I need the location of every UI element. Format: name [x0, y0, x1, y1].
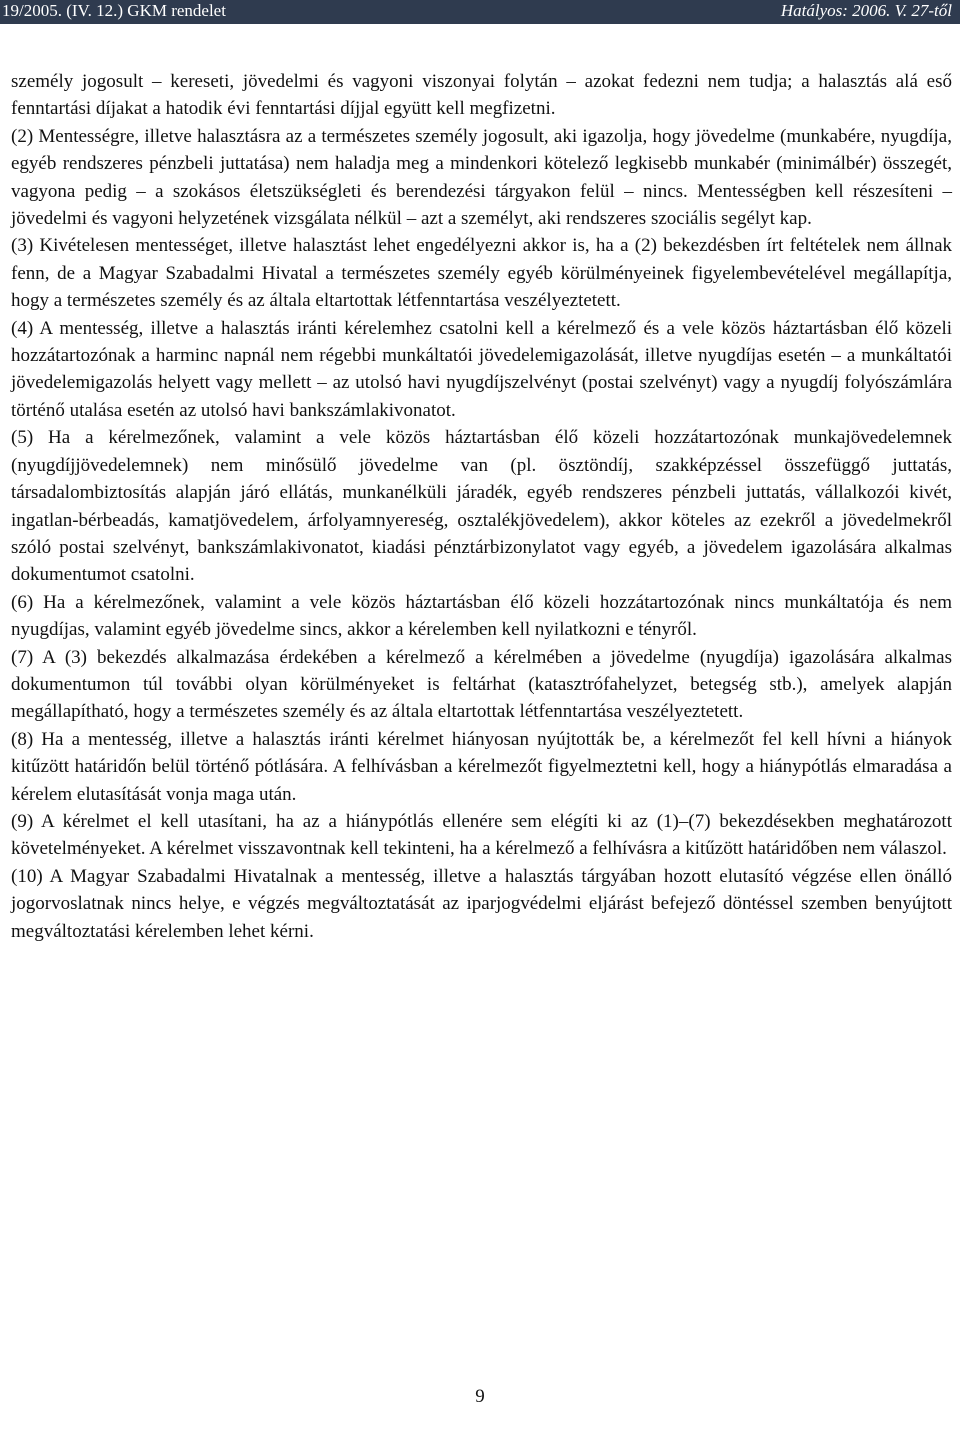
paragraph-5: (5) Ha a kérelmezőnek, valamint a vele közös háztartásban élő közeli hozzátartozónak munkajövedelemnek (nyugdíjjövedelemnek) nem minősülő jövedelme van (pl. ösztöndíj, szakképzéssel összefüggő juttatás, társadalombiztosítás alapján járó ellátás, munkanélküli járadék, egyéb rendszeres pénzbeli juttatás, vállalkozói kivét, ingatlan-bérbeadás, kamatjövedelem, árfolyamnyereség, osztalékjövedelem), akkor köteles az ezekről a jövedelmekről szóló postai szelvényt, bankszámlakivonatot, kiadási pénztárbizonylatot vagy egyéb, a jövedelem igazolására alkalmas dokumentumot csatolni. [11, 427, 952, 586]
paragraph-8: (8) Ha a mentesség, illetve a halasztás iránti kérelmet hiányosan nyújtották be, a kérelmezőt fel kell hívni a hiányok kitűzött határidőn belül történő pótlására. A felhívásban a kérelmezőt figyelmeztetni kell, hogy a hiánypótlás elmaradása a kérelem elutasítását vonja maga után. [11, 728, 952, 805]
paragraph-continuation: személy jogosult – kereseti, jövedelmi és vagyoni viszonyai folytán – azokat fedezni nem tudja; a halasztás alá eső fenntartási díjakat a hatodik évi fenntartási díjjal együtt kell megfizetni. [11, 71, 952, 120]
paragraph-2: (2) Mentességre, illetve halasztásra az a természetes személy jogosult, aki igazolja, hogy jövedelme (munkabére, nyugdíja, egyéb rendszeres pénzbeli juttatása) nem haladja meg a mindenkori kötelező legkisebb munkabér (minimálbér) összegét, vagyona pedig – a szokásos életszükségleti és berendezési tárgyakon felül – nincs. Mentességben kell részesíteni – jövedelmi és vagyoni helyzetének vizsgálata nélkül – azt a személyt, aki rendszeres szociális segélyt kap. [11, 125, 952, 230]
paragraph-4: (4) A mentesség, illetve a halasztás iránti kérelemhez csatolni kell a kérelmező és a vele közös háztartásban élő közeli hozzátartozónak a harminc napnál nem régebbi munkáltatói jövedelemigazolását, illetve nyugdíjas esetén – a munkáltatói jövedelemigazolás helyett vagy mellett – az utolsó havi nyugdíjszelvényt (postai szelvényt) vagy a nyugdíj folyószámlára történő utalása esetén az utolsó havi bankszámlakivonatot. [11, 317, 952, 421]
paragraph-10: (10) A Magyar Szabadalmi Hivatalnak a mentesség, illetve a halasztás tárgyában hozott elutasító végzése ellen önálló jogorvoslatnak nincs helye, e végzés megváltoztatását az iparjogvédelmi eljárást befejező döntéssel szemben benyújtott megváltoztatási kérelemben lehet kérni. [11, 865, 952, 942]
paragraph-9: (9) A kérelmet el kell utasítani, ha az a hiánypótlás ellenére sem elégíti ki az (1)–(7) bekezdésekben meghatározott követelményeket. A kérelmet visszavontnak kell tekinteni, ha a kérelmező a felhívásra a kitűzött határidőben nem válaszol. [11, 810, 952, 860]
document-body [11, 68, 952, 945]
document-header [0, 0, 960, 24]
page-number: 9 [475, 1386, 485, 1407]
effective-date: Hatályos: 2006. V. 27-től [780, 1, 952, 20]
regulation-title: 19/2005. (IV. 12.) GKM rendelet [2, 1, 226, 20]
paragraph-6: (6) Ha a kérelmezőnek, valamint a vele közös háztartásban élő közeli hozzátartozónak nincs munkáltatója és nem nyugdíjas, valamint egyéb jövedelme sincs, akkor a kérelemben kell nyilatkozni e tényről. [11, 591, 952, 641]
paragraph-7: (7) A (3) bekezdés alkalmazása érdekében a kérelmező a kérelmében a jövedelme (nyugdíja) igazolására alkalmas dokumentumon túl további olyan körülményeket is feltárhat (katasztrófahelyzet, betegség stb.), amelyek alapján megállapítható, hogy a természetes személy és az általa eltartottak létfenntartása veszélyeztetett. [11, 646, 952, 723]
paragraph-3: (3) Kivételesen mentességet, illetve halasztást lehet engedélyezni akkor is, ha a (2) bekezdésben írt feltételek nem állnak fenn, de a Magyar Szabadalmi Hivatal a természetes személy egyéb körülményeinek figyelembevételével megállapítja, hogy a természetes személy és az általa eltartottak létfenntartása veszélyeztetett. [11, 235, 952, 312]
